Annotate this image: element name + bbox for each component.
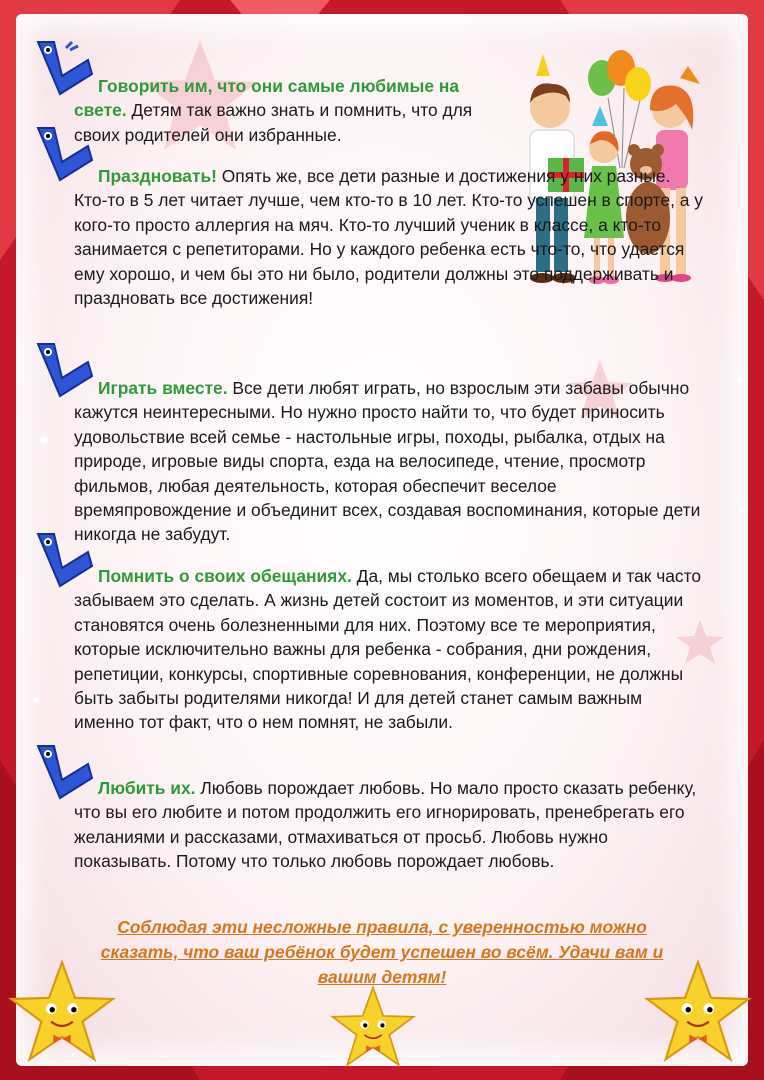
tip-paragraph xyxy=(74,74,510,147)
tip-paragraph xyxy=(74,776,704,874)
tip-body: Да, мы столько всего обещаем и так часто забываем это сделать. А жизнь детей состоит из моментов, и эти ситуации становятся очень болезненными для них. Поэтому все те мероприятия, которые исключительно важны для ребенка - собрания, дни рождения, репетиции, конкурсы, спортивные соревнования, конференции, не должны быть забыты родителями никогда! И для детей станет самым важным именно тот факт, что о нем помнят, не забыли. xyxy=(74,566,702,733)
tip-body: Детям так важно знать и помнить, что для своих родителей они избранные. xyxy=(74,100,473,145)
tip-body: Любовь порождает любовь. Но мало просто сказать ребенку, что вы его любите и потом продолжить его игнорировать, пренебрегать его желаниями и рассказами, отмахиваться от просьб. Любовь нужно показывать. Потому что только любовь порождает любовь. xyxy=(74,778,697,872)
tip-lead: Праздновать! xyxy=(98,166,217,186)
closing-text: Соблюдая эти несложные правила, с уверенностью можно сказать, что ваш ребёнок будет успешен во всём. Удачи вам и вашим детям! xyxy=(100,917,664,987)
tip-lead: Говорить им, что они самые любимые на свете. xyxy=(74,76,460,121)
tip-lead: Любить их. xyxy=(98,778,196,798)
tip-body: Опять же, все дети разные и достижения у них разные. Кто-то в 5 лет читает лучше, чем кто-то в 10 лет. Кто-то успешен в спорте, а у кого-то просто аллергия на мяч. Кто-то лучший ученик в классе, а кто-то занимается с репетиторами. Но у каждого ребенка есть что-то, что удается ему хорошо, и чем бы это ни было, родители должны это поддерживать и праздновать все достижения! xyxy=(74,166,703,309)
smiling-star-icon xyxy=(644,958,752,1068)
tip-paragraph xyxy=(74,564,704,735)
tip-paragraph xyxy=(74,164,704,310)
tip-lead: Помнить о своих обещаниях. xyxy=(98,566,352,586)
tip-body: Все дети любят играть, но взрослым эти забавы обычно кажутся неинтересными. Но нужно просто найти то, что будет приносить удовольствие всей семье - настольные игры, походы, рыбалка, отдых на природе, игровые виды спорта, езда на велосипеде, чтение, просмотр фильмов, любая деятельность, которая обеспечит веселое времяпровождение и объединит всех, создавая воспоминания, которые дети никогда не забудут. xyxy=(74,378,701,545)
tip-paragraph xyxy=(74,376,704,547)
tip-lead: Играть вместе. xyxy=(98,378,228,398)
smiling-star-icon xyxy=(330,984,416,1072)
smiling-star-icon xyxy=(8,958,116,1068)
